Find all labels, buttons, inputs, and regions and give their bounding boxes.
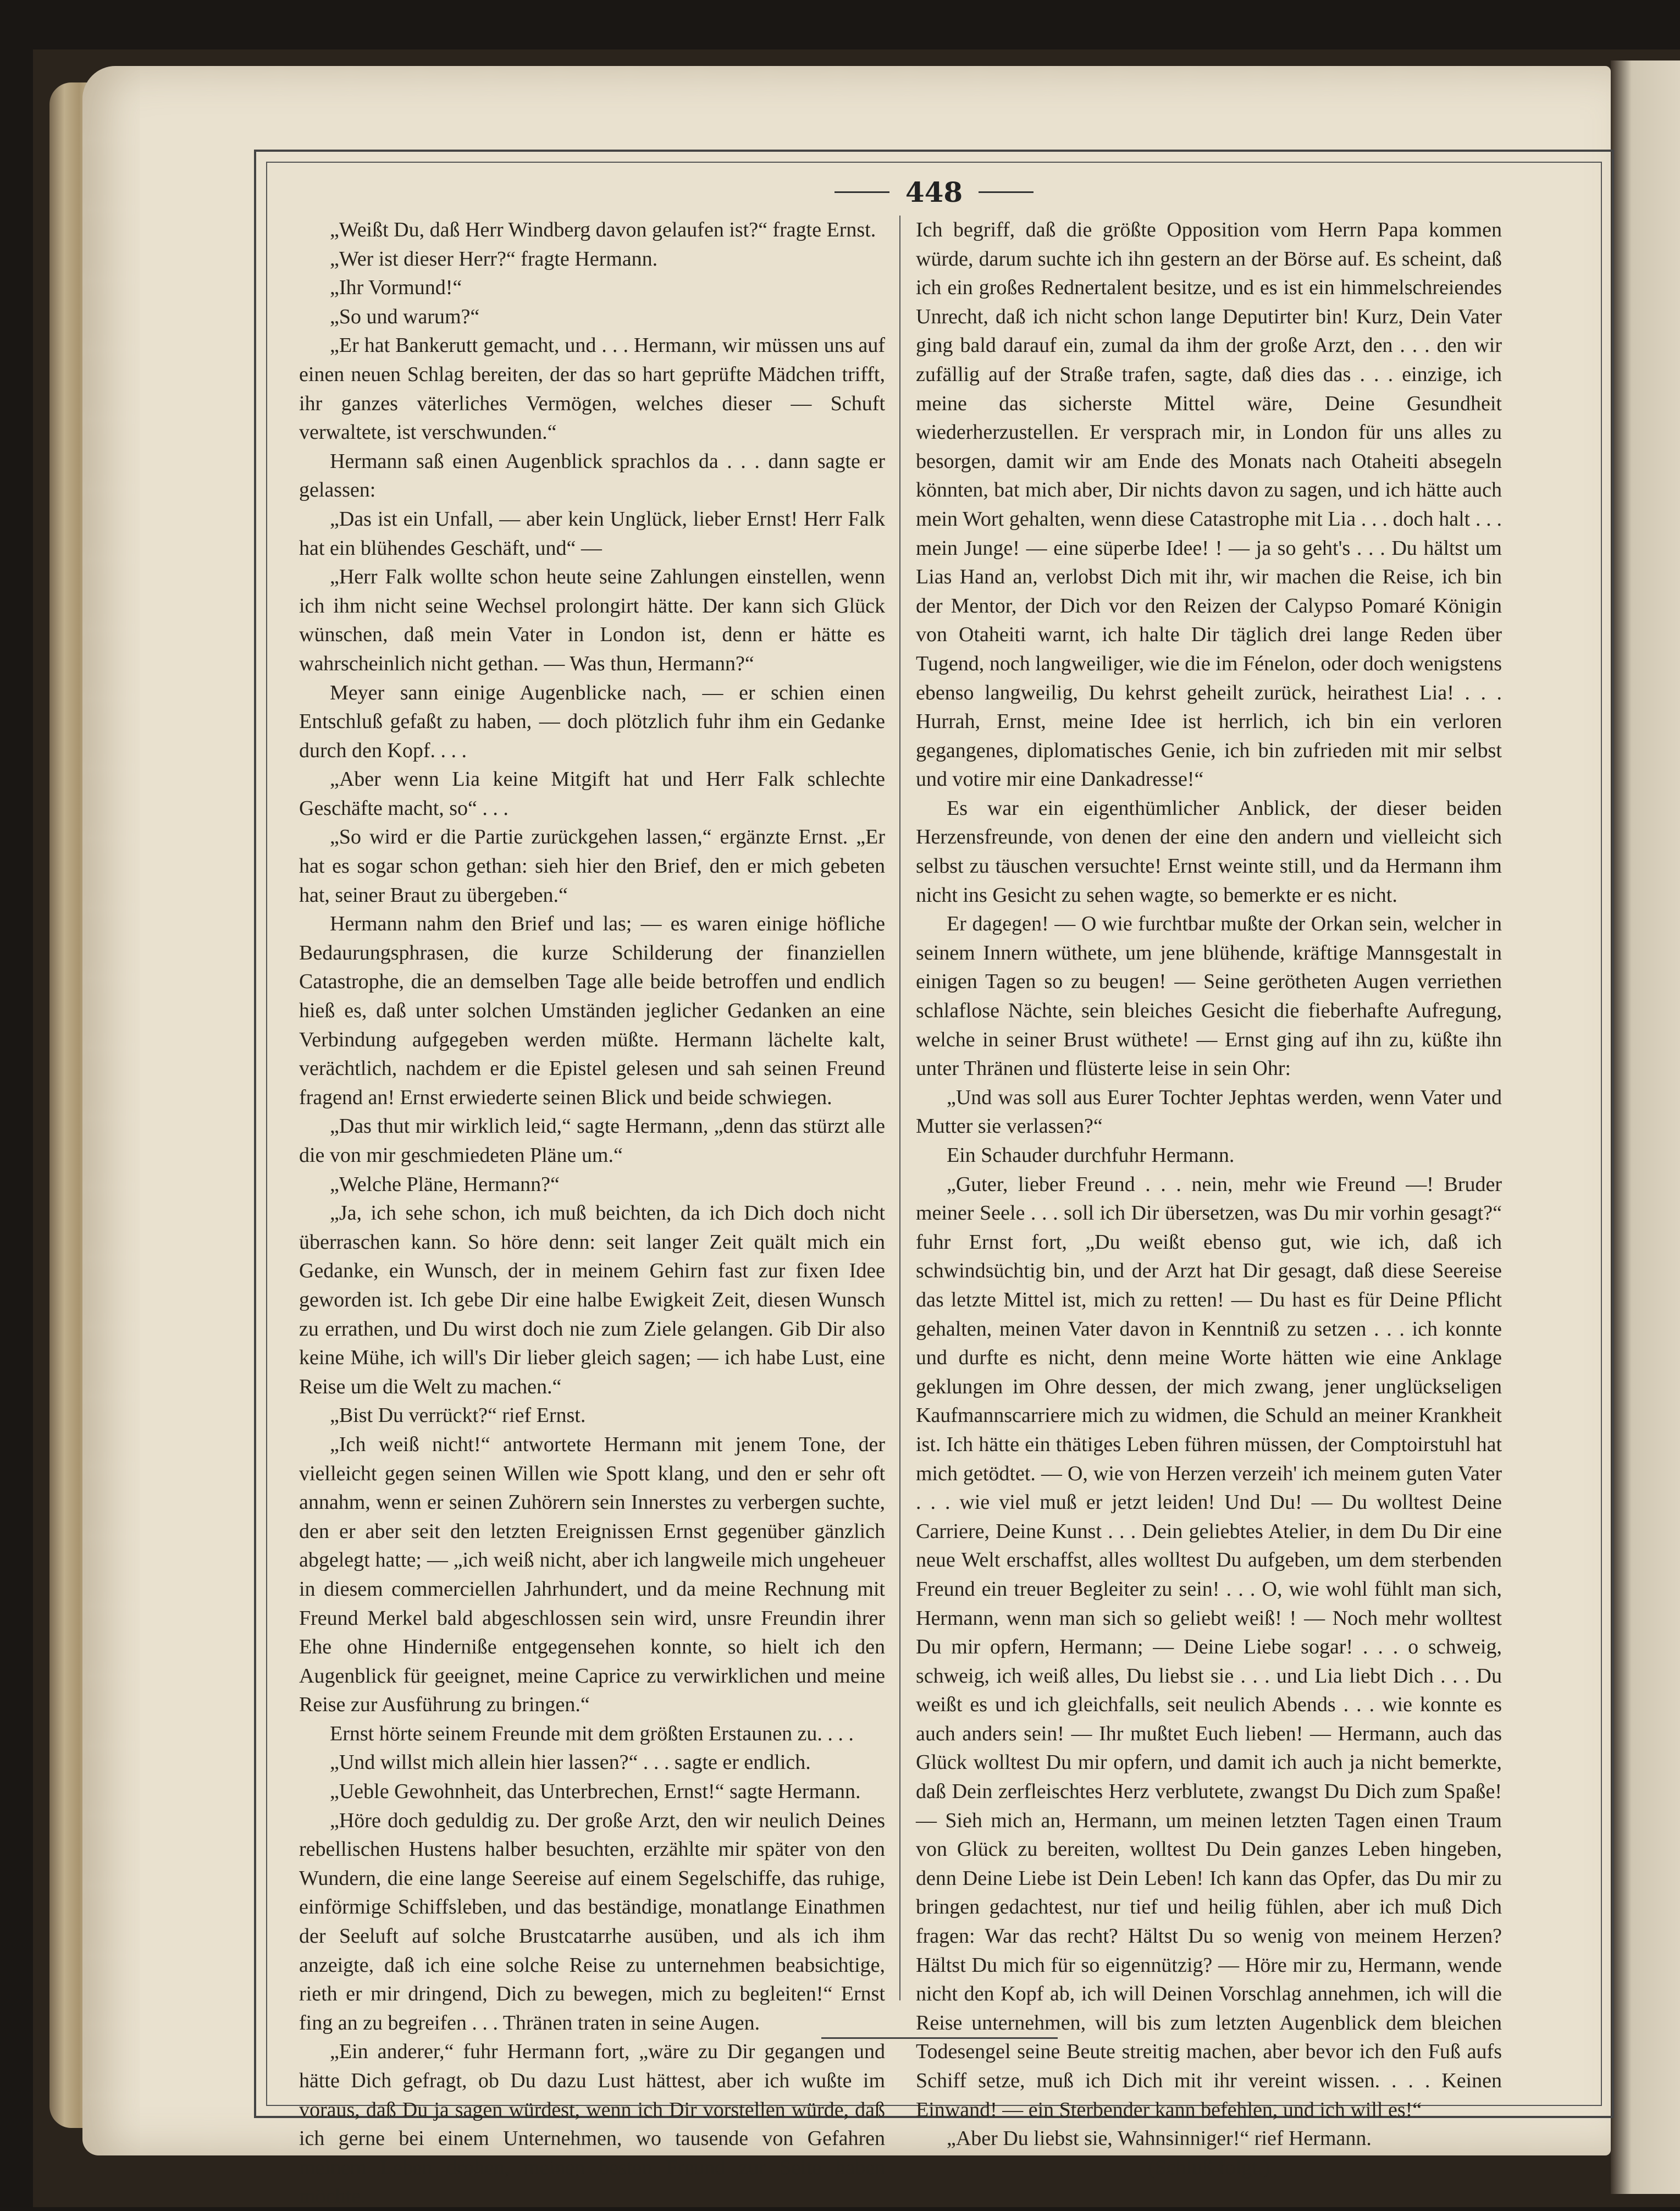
paragraph: „So und warum?“: [330, 305, 480, 328]
paragraph: Er dagegen! — O wie furchtbar mußte der Orkan sein, welcher in seinem Innern wüthete, um jene blühende, kräftige Mannsgestalt in einigen Tagen so zu beugen! — Seine gerötheten Augen verriethen schlaflose Nächte, sein bleiches Gesicht die fieberhafte Aufregung, welche in seiner Brust wüthete! — Ernst ging auf ihn zu, küßte ihn unter Thränen und flüsterte leise in sein Ohr:: [916, 912, 1502, 1080]
paragraph: Hermann saß einen Augenblick sprachlos da . . . dann sagte er gelassen:: [299, 449, 885, 502]
paragraph: „Höre doch geduldig zu. Der große Arzt, den wir neulich Deines rebellischen Hustens halber besuchten, erzählte mir später von den Wundern, die eine lange Seereise auf einem Segelschiffe, das ruhige, einförmige Schiffsleben, und das beständige, monatlange Einathmen der Seeluft auf solche Brustcatarrhe ausüben, und als ich ihm anzeigte, daß ich eine solche Reise zu unternehmen beabsichtige, rieth er mir dringend, Dich zu bewegen, mich zu begleiten!“ Ernst fing an zu begreifen . . . Thränen traten in seine Augen.: [299, 1809, 885, 2034]
paragraph: „Ja, ich sehe schon, ich muß beichten, da ich Dich doch nicht überraschen kann. So höre denn: seit langer Zeit quält mich ein Gedanke, ein Wunsch, der in meinem Gehirn fast zur fixen Idee geworden ist. Ich gebe Dir eine halbe Ewigkeit Zeit, diesen Wunsch zu errathen, und Du wirst doch nie zum Ziele gelangen. Gib Dir also keine Mühe, ich will's Dir lieber gleich sagen; — ich habe Lust, eine Reise um die Welt zu machen.“: [299, 1201, 885, 1398]
paragraph: „Weißt Du, daß Herr Windberg davon gelaufen ist?“ fragte Ernst.: [330, 218, 876, 241]
paragraph: „Und willst mich allein hier lassen?“ . . . sagte er endlich.: [330, 1751, 811, 1774]
paragraph: „Welche Pläne, Hermann?“: [330, 1172, 560, 1196]
paragraph: „Ich weiß nicht!“ antwortete Hermann mit jenem Tone, der vielleicht gegen seinen Willen wie Spott klang, und den er sehr oft annahm, wenn er seinen Zuhörern sein Innerstes zu verbergen suchte, den er aber seit den letzten Ereignissen Ernst gegenüber gänzlich abgelegt hatte; — „ich weiß nicht, aber ich langweile mich ungeheuer in diesem commerciellen Jahrhundert, und da meine Rechnung mit Freund Merkel bald abgeschlossen sein wird, unsre Freundin ihrer Ehe ohne Hinderniße entgegensehen konnte, so hielt ich den Augenblick für geeignet, meine Caprice zu verwirklichen und meine Reise zur Ausführung zu bringen.“: [299, 1432, 885, 1717]
paragraph: „Ueble Gewohnheit, das Unterbrechen, Ernst!“ sagte Hermann.: [330, 1780, 861, 1804]
paragraph: Ernst hörte seinem Freunde mit dem größten Erstaunen zu. . . .: [330, 1722, 854, 1745]
paragraph: „Und was soll aus Eurer Tochter Jephtas werden, wenn Vater und Mutter sie verlassen?“: [916, 1085, 1502, 1138]
paragraph: „Er hat Bankerutt gemacht, und . . . Hermann, wir müssen uns auf einen neuen Schlag bereiten, der das so hart geprüfte Mädchen trifft, ihr ganzes väterliches Vermögen, welches dieser — Schuft verwaltete, ist verschwunden.“: [299, 334, 885, 444]
page-frame: [254, 150, 1614, 2208]
paragraph: „Ein anderer,“ fuhr Hermann fort, „wäre zu Dir gegangen und hätte Dich gefragt, ob Du dazu Lust hättest, aber ich wußte im voraus, daß Du ja sagen würdest, wenn ich Dir vorstellen würde, daß ich gerne bei einem Unternehmen, wo tausende von Gefahren meinem Leben drohen, meinen besten Freund zur Seite haben möchte.: [299, 2040, 885, 2208]
left-column: [299, 216, 885, 2208]
page-frame-inner: [266, 162, 1602, 2208]
end-rule: [821, 2037, 1058, 2039]
closing-note: (Schluß folgt.): [1148, 2155, 1270, 2179]
paragraph: Hermann nahm den Brief und las; — es waren einige höfliche Bedaurungsphrasen, die kurze Schilderung der finanziellen Catastrophe, die an demselben Tage alle beide betroffen und endlich hieß es, daß unter solchen Umständen jeglicher Gedanken an eine Verbindung aufgegeben werden müßte. Hermann lächelte kalt, verächtlich, nachdem er die Epistel gelesen und sah seinen Freund fragend an! Ernst erwiederte seinen Blick und beide schwiegen.: [299, 912, 885, 1109]
paragraph: „Das ist ein Unfall, — aber kein Unglück, lieber Ernst! Herr Falk hat ein blühendes Geschäft, und“ —: [299, 507, 885, 560]
paragraph: „Wer ist dieser Herr?“ fragte Hermann.: [330, 247, 658, 271]
paragraph: „Guter, lieber Freund . . . nein, mehr wie Freund —! Bruder meiner Seele . . . soll ich Dir übersetzen, was Du mir vorhin gesagt?“ fuhr Ernst fort, „Du weißt ebenso gut, wie ich, daß ich schwindsüchtig bin, und der Arzt hat Dir gesagt, daß diese Seereise das letzte Mittel ist, mich zu retten! — Du hast es für Deine Pflicht gehalten, meinen Vater davon in Kenntniß zu setzen . . . ich konnte und durfte es nicht, denn meine Worte hätten wie eine Anklage geklungen im Ohre dessen, der mich zwang, jener unglückseligen Kaufmannscarriere mich zu widmen, die Schuld an meiner Krankheit ist. Ich hätte ein thätiges Leben führen müssen, der Comptoirstuhl hat mich getödtet. — O, wie von Herzen verzeih' ich meinem guten Vater . . . wie viel muß er jetzt leiden! Und Du! — Du wolltest Deine Carriere, Deine Kunst . . . Dein geliebtes Atelier, in dem Du Dir eine neue Welt erschaffst, alles wolltest Du aufgeben, um dem sterbenden Freund ein treuer Begleiter zu sein! . . . O, wie wohl fühlt man sich, Hermann, wenn man sich so geliebt weiß! ! — Noch mehr wolltest Du mir opfern, Hermann; — Deine Liebe sogar! . . . o schweig, schweig, ich weiß alles, Du liebst sie . . . und Lia liebt Dich . . . Du weißt es und ich gleichfalls, seit neulich Abends . . . wie konnte es auch anders sein! — Ihr mußtet Euch lieben! — Hermann, auch das Glück wolltest Du mir opfern, und damit ich auch ja nicht bemerkte, daß Dein zerfleischtes Herz verblutete, zwangst Du Dich zum Spaße! — Sieh mich an, Hermann, um meinen letzten Tagen einen Traum von Glück zu bereiten, wolltest Du Dein ganzes Leben hingeben, denn Deine Liebe ist Dein Leben! Ich kann das Opfer, das Du mir zu bringen gedachtest, nur tief und heilig fühlen, aber ich muß Dich fragen: War das recht? Hältst Du so wenig von meinem Herzen? Hältst Du mich für so eigennützig? — Höre mir zu, Hermann, wende nicht den Kopf ab, ich will Deinen Vorschlag annehmen, ich will die Reise unternehmen, will bis zum letzten Augenblick dem bleichen Todesengel seine Beute streitig machen, aber bevor ich den Fuß aufs Schiff setze, muß ich Dich mit ihr vereint wissen. . . . Keinen Einwand! — ein Sterbender kann befehlen, und ich will es!“: [916, 1172, 1502, 2121]
paragraph: „Ihr Vormund!“: [330, 276, 462, 300]
header-rule-right: [979, 191, 1034, 193]
paragraph: „So wird er die Partie zurückgehen lassen,“ ergänzte Ernst. „Er hat es sogar schon gethan: sieh hier den Brief, den er mich gebeten hat, seiner Braut zu übergeben.“: [299, 825, 885, 907]
right-column: [916, 216, 1502, 2179]
header-rule-left: [835, 191, 889, 193]
paragraph: „Das thut mir wirklich leid,“ sagte Hermann, „denn das stürzt alle die von mir geschmiedeten Pläne um.“: [299, 1115, 885, 1167]
paragraph: Ein Schauder durchfuhr Hermann.: [947, 1144, 1235, 1167]
paragraph: „Herr Falk wollte schon heute seine Zahlungen einstellen, wenn ich ihm nicht seine Wechsel prolongirt hätte. Der kann sich Glück wünschen, daß mein Vater in London ist, denn er hätte es wahrscheinlich nicht gethan. — Was thun, Hermann?“: [299, 565, 885, 675]
paragraph: „Aber Du liebst sie, Wahnsinniger!“ rief Hermann.: [947, 2127, 1372, 2151]
column-divider: [899, 216, 900, 2000]
paragraph: Meyer sann einige Augenblicke nach, — er schien einen Entschluß gefaßt zu haben, — doch plötzlich fuhr ihm ein Gedanke durch den Kopf. . . .: [299, 681, 885, 762]
paragraph: „Bist Du verrückt?“ rief Ernst.: [330, 1404, 586, 1427]
page-header: [267, 176, 1601, 209]
paragraph: Ich begriff, daß die größte Opposition vom Herrn Papa kommen würde, darum suchte ich ihn gestern an der Börse auf. Es scheint, daß ich ein großes Rednertalent besitze, und es ist ein himmelschreiendes Unrecht, daß ich nicht schon lange Deputirter bin! Kurz, Dein Vater ging bald darauf ein, zumal da ihm der große Arzt, den . . . den wir zufällig auf der Straße trafen, sagte, daß dies das . . . einzige, ich meine das sicherste Mittel wäre, Deine Gesundheit wiederherzustellen. Er versprach mir, in London für uns alles zu besorgen, damit wir am Ende des Monats nach Otaheiti absegeln könnten, bat mich aber, Dir nichts davon zu sagen, und ich hätte auch mein Wort gehalten, wenn diese Catastrophe mit Lia . . . doch halt . . . mein Junge! — eine süperbe Idee! ! — ja so geht's . . . Du hältst um Lias Hand an, verlobst Dich mit ihr, wir machen die Reise, ich bin der Mentor, der Dich vor den Reizen der Calypso Pomaré Königin von Otaheiti warnt, ich halte Dir täglich drei lange Reden über Tugend, noch langweiliger, wie die im Fénelon, oder doch wenigstens ebenso langweilig, Du kehrst geheilt zurück, heirathest Lia! . . . Hurrah, Ernst, meine Idee ist herrlich, ich bin ein verloren gegangenes, diplomatisches Genie, ich bin zufrieden mit mir selbst und votire mir eine Dankadresse!“: [916, 218, 1502, 791]
paragraph: Es war ein eigenthümlicher Anblick, der dieser beiden Herzensfreunde, von denen der eine den andern und vielleicht sich selbst zu täuschen versuchte! Ernst weinte still, und da Hermann ihm nicht ins Gesicht zu sehen wagte, so bemerkte er es nicht.: [916, 796, 1502, 907]
paragraph: „Aber wenn Lia keine Mitgift hat und Herr Falk schlechte Geschäfte macht, so“ . . .: [299, 768, 885, 820]
page-number: 448: [905, 176, 963, 208]
next-page-edge: [1611, 60, 1680, 2194]
